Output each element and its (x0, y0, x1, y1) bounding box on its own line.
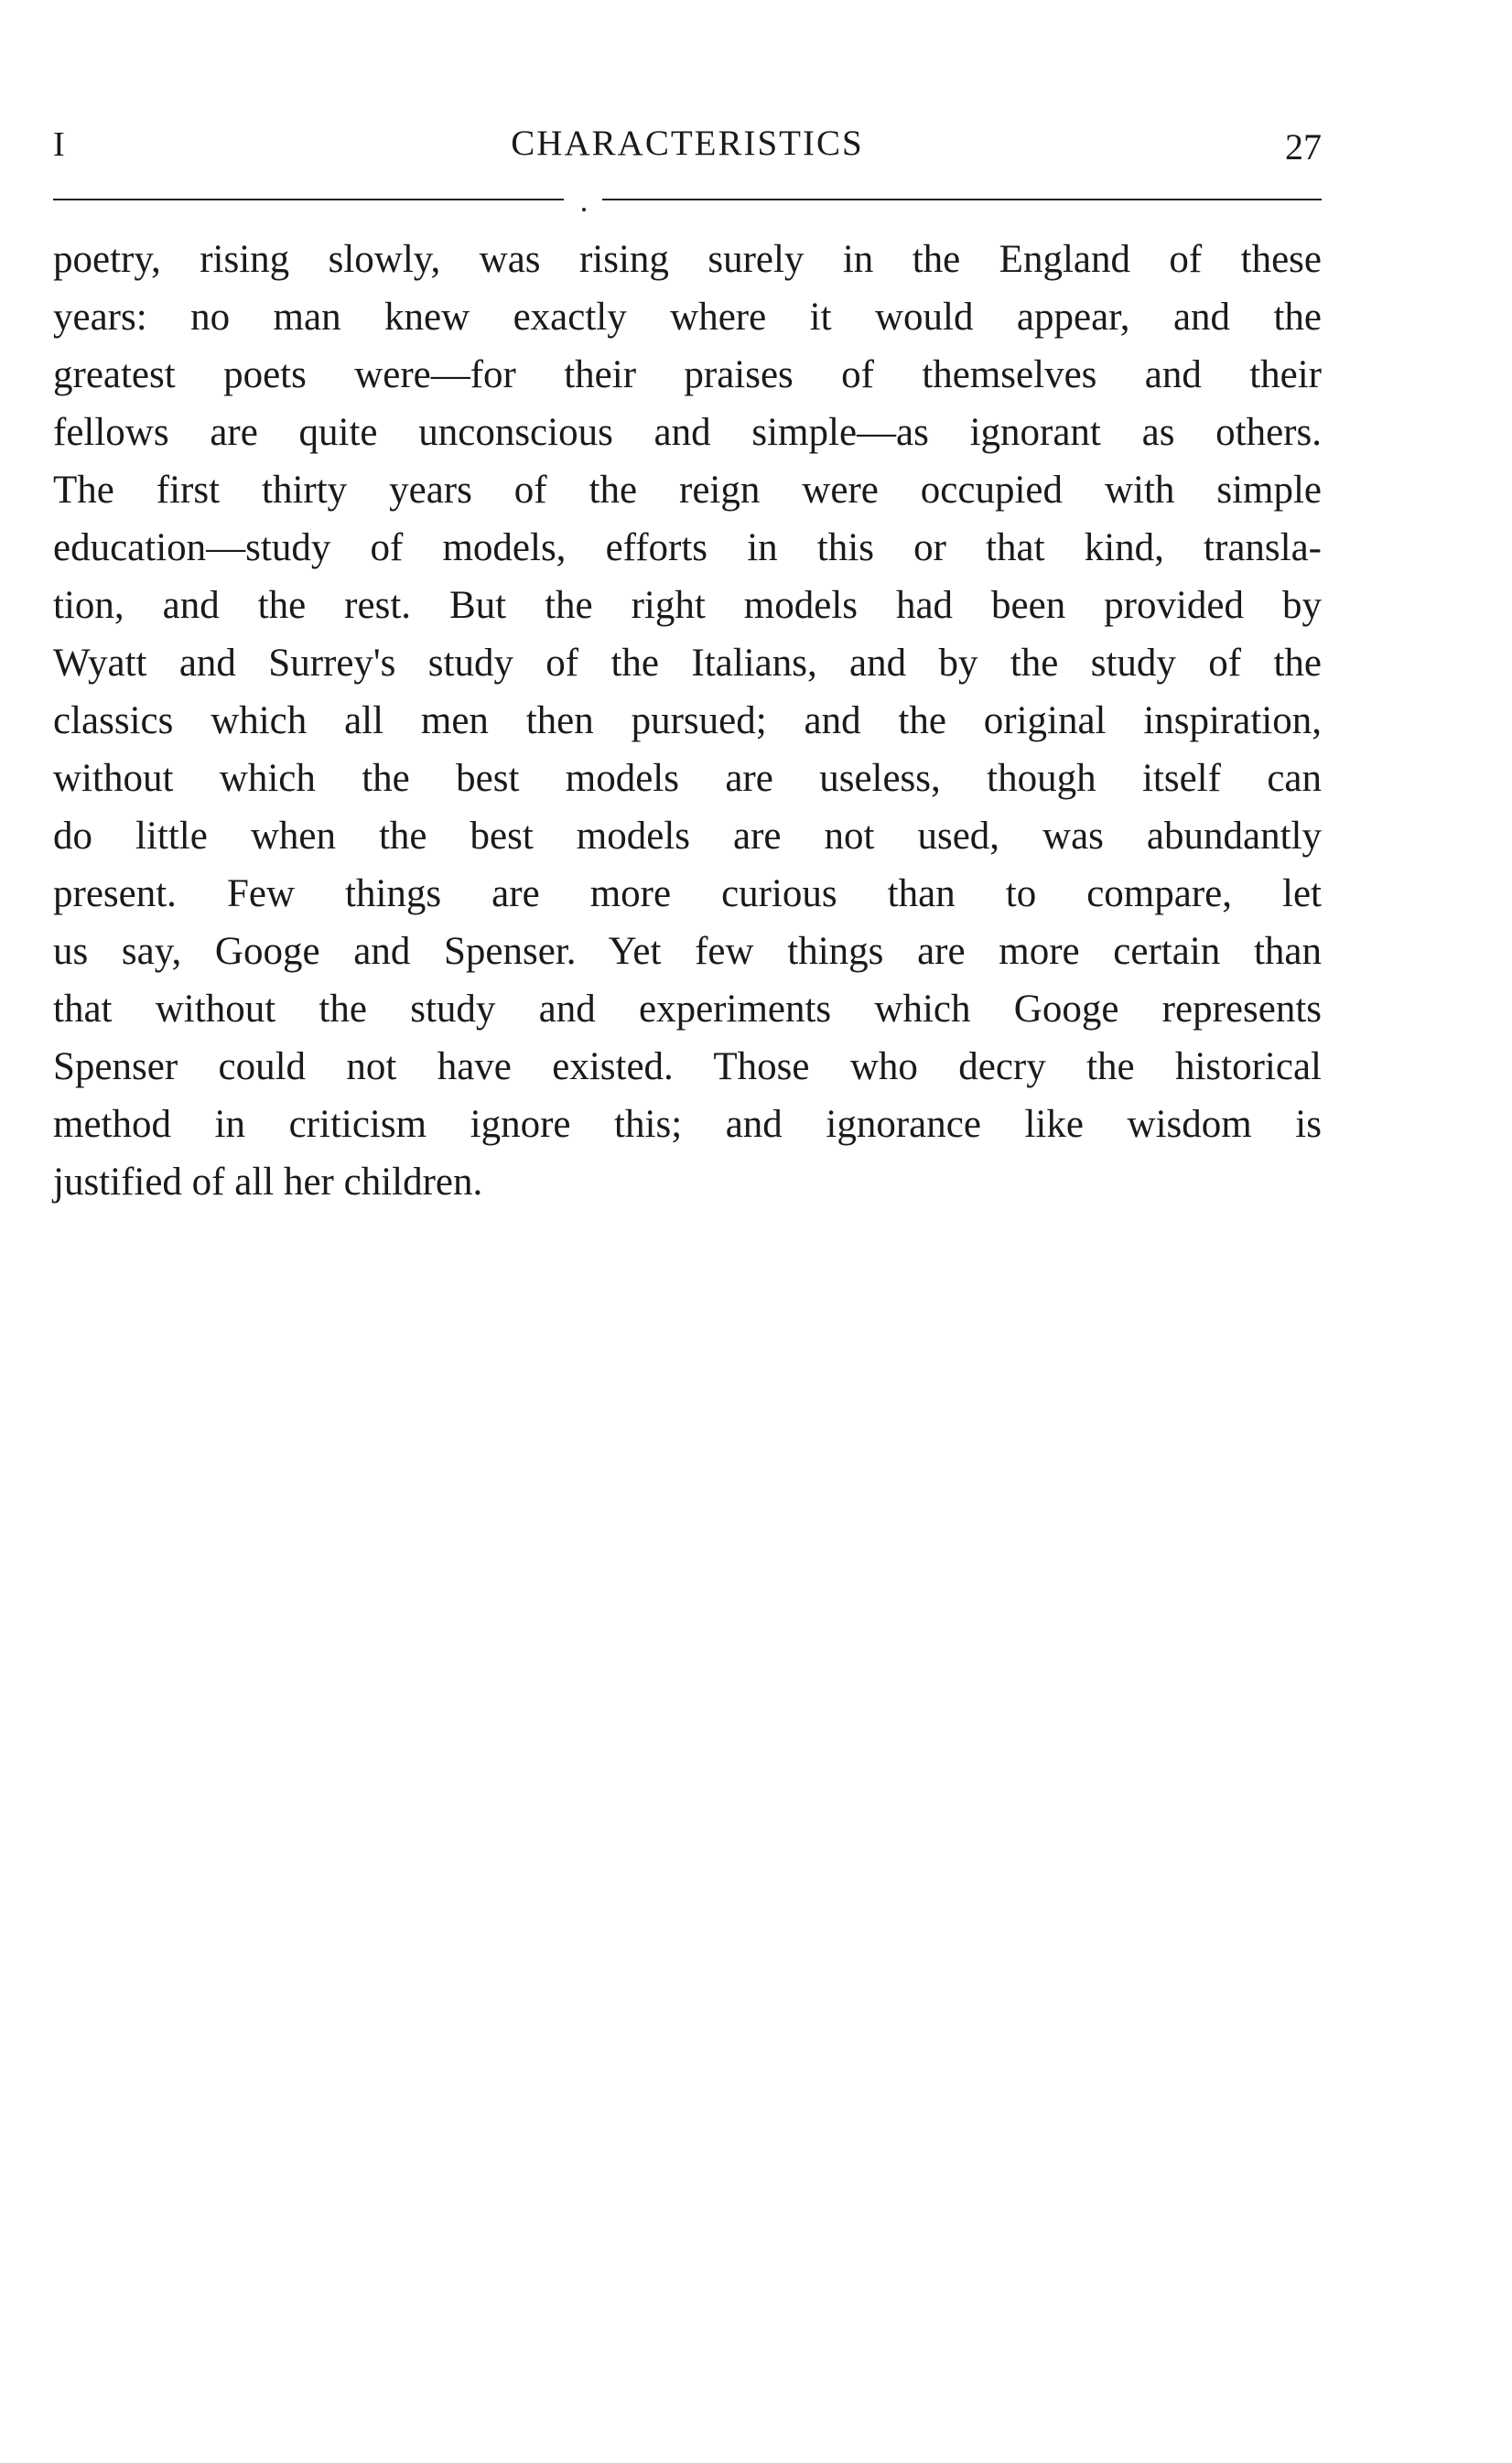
text-line: without which the best models are useless, though itself can (53, 757, 1322, 800)
text-line: method in criticism ignore this; and ignorance like wisdom is (53, 1103, 1322, 1146)
text-line: Wyatt and Surrey's study of the Italians, and by the study of the (53, 642, 1322, 685)
body-paragraph (53, 231, 1322, 1211)
header-rule-left (53, 199, 564, 200)
chapter-number: I (53, 125, 65, 164)
text-line: us say, Googe and Spenser. Yet few things are more certain than (53, 930, 1322, 973)
text-line: Spenser could not have existed. Those who decry the historical (53, 1045, 1322, 1088)
text-line: The first thirty years of the reign were occupied with simple (53, 469, 1322, 512)
page-number: 27 (1285, 126, 1322, 167)
text-line: greatest poets were—for their praises of themselves and their (53, 353, 1322, 396)
running-title: CHARACTERISTICS (511, 124, 864, 163)
text-line: years: no man knew exactly where it would appear, and the (53, 296, 1322, 339)
text-line: classics which all men then pursued; and the original inspiration, (53, 699, 1322, 742)
text-line: justified of all her children. (53, 1161, 483, 1204)
text-line: tion, and the rest. But the right models had been provided by (53, 584, 1322, 627)
text-line: poetry, rising slowly, was rising surely in the England of these (53, 238, 1322, 281)
header-rule-right (602, 199, 1322, 200)
header-rule-dot (582, 208, 586, 211)
text-line: education—study of models, efforts in this or that kind, transla- (53, 526, 1322, 569)
text-line: fellows are quite unconscious and simple—as ignorant as others. (53, 411, 1322, 454)
text-line: do little when the best models are not used, was abundantly (53, 815, 1322, 858)
text-line: that without the study and experiments which Googe represents (53, 988, 1322, 1031)
running-head (53, 119, 1322, 174)
text-line: present. Few things are more curious than to compare, let (53, 872, 1322, 915)
